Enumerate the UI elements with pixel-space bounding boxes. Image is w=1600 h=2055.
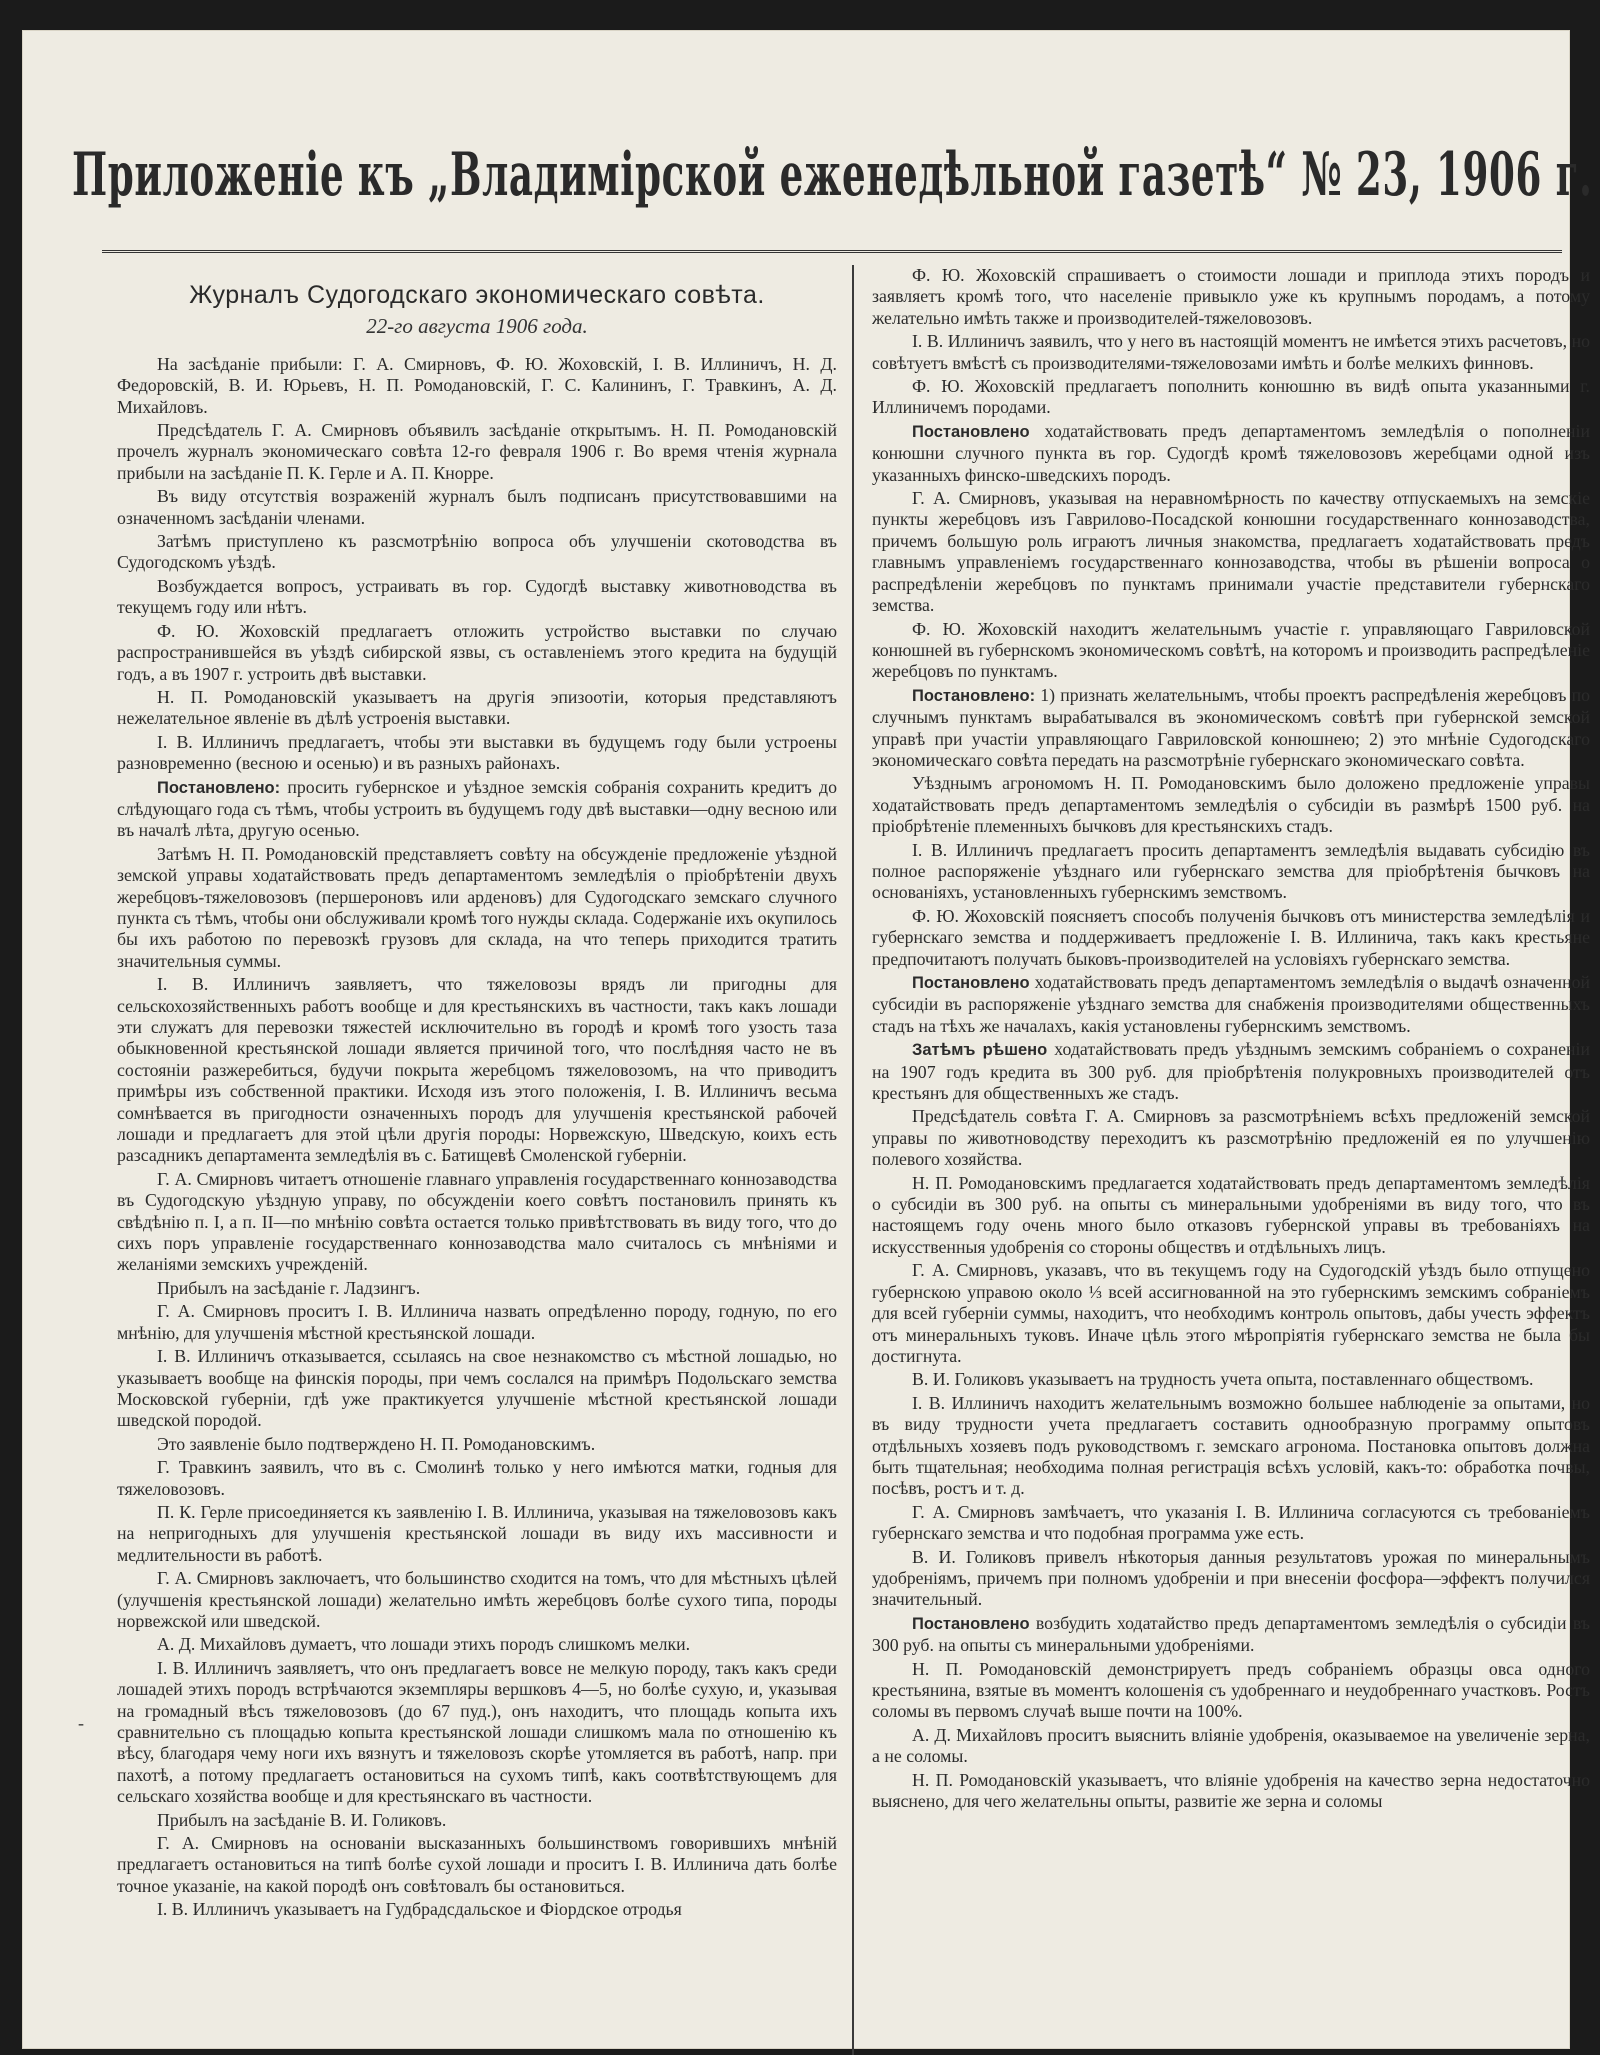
paragraph [117,1568,837,1632]
paragraph-text: І. В. Иллиничъ отказывается, ссылаясь на свое незнакомство съ мѣстной лошадью, но указываетъ вообще на финскія породы, при чемъ сослался на примѣръ Подольскаго земства Московской губерніи, гдѣ уже практикуется улучшеніе мѣстной крестьянской лошади шведской породой. [117,1346,837,1431]
paragraph [872,619,1590,683]
left-column-body [117,354,837,1921]
resolution-lead: Постановлено [912,974,1030,992]
paragraph [872,1260,1590,1367]
paragraph-text: І. В. Иллиничъ предлагаетъ просить департаментъ земледѣлія выдавать субсидію въ полное распоряженіе уѣзднаго или губернскаго земства для пріобрѣтенія бычковъ на основаніяхъ, установленныхъ губернскимъ земствомъ. [872,839,1590,903]
right-column [872,265,1590,2055]
paragraph [117,1833,837,1897]
paragraph [872,1659,1590,1723]
resolution-lead: Постановлено: [157,778,281,797]
paragraph [117,531,837,574]
paragraph [872,331,1590,374]
paragraph-text: А. Д. Михайловъ думаетъ, что лошади этихъ породъ слишкомъ мелки. [157,1634,691,1655]
paragraph-text: Н. П. Ромодановскій указываетъ, что вліяніе удобренія на качество зерна недостаточно выяснено, для чего желательны опыты, развитіе же зерна и соломы [872,1769,1590,1812]
paragraph-text: Г. А. Смирновъ проситъ І. В. Иллинича назвать опредѣленно породу, годную, по его мнѣнію, для улучшенія мѣстной крестьянской лошади. [117,1301,837,1343]
paragraph [117,1434,837,1455]
left-column [117,265,837,2055]
paragraph [872,265,1590,329]
paragraph [872,685,1590,772]
paragraph [872,1173,1590,1259]
paragraph-text: Ф. Ю. Жоховскій предлагаетъ отложить устройство выставки по случаю распространившейся въ уѣздѣ сибирской язвы, съ оставленіемъ этого кредита на будущій годъ, а въ 1907 г. устроить двѣ выставки. [117,620,837,684]
paragraph-text: ходатайствовать предъ уѣзднымъ земскимъ собраніемъ о сохраненіи на 1907 годъ кредита въ 300 руб. для пріобрѣтенія полукровныхъ производителей отъ крестьянъ для общественныхъ же стадъ. [872,1039,1590,1104]
paragraph-text: Н. П. Ромодановскій указываетъ на другія эпизоотіи, которыя представляютъ нежелательное явленіе въ дѣлѣ устроенія выставки. [117,686,837,729]
resolution-lead: Постановлено: [912,686,1036,705]
paragraph [872,488,1590,616]
paragraph [872,1039,1590,1104]
paragraph [117,420,837,484]
paragraph-text: Ф. Ю. Жоховскій находитъ желательнымъ участіе г. управляющаго Гавриловской конюшней въ губернскомъ экономическомъ совѣтѣ, на которомъ и производить распредѣленіе жеребцовъ по пунктамъ. [872,618,1590,682]
newspaper-page [22,30,1593,2049]
paragraph-text: І. В. Иллиничъ заявляетъ, что тяжеловозы врядъ ли пригодны для сельскохозяйственныхъ работъ вообще и для крестьянскихъ въ частности, такъ какъ лошади эти служатъ для перевозки тяжестей исключительно въ городѣ и кромѣ того узость таза обыкновенной крестьянской лошади является причиной того, что послѣдняя часто не въ состояніи разжеребиться, будучи покрыта жеребцомъ тяжеловозомъ, на что приводитъ примѣры изъ собственной практики. Исходя изъ этого положенія, І. В. Иллиничъ весьма сомнѣвается въ пригодности означенныхъ породъ для улучшенія крестьянской рабочей лошади и предлагаетъ для этой цѣли другія породы: Норвежскую, Шведскую, коихъ есть разсадникъ департамента земледѣлія въ с. Батищевѣ Смоленской губерніи. [117,974,837,1166]
paragraph [117,974,837,1167]
paragraph [872,972,1590,1037]
paragraph-text: Затѣмъ приступлено къ разсмотрѣнію вопроса объ улучшеніи скотоводства въ Судогодскомъ уѣздѣ. [117,531,837,573]
paragraph [117,576,837,619]
paragraph-text: Предсѣдатель Г. А. Смирновъ объявилъ засѣданіе открытымъ. Н. П. Ромодановскій прочелъ журналъ экономическаго совѣта 12-го февраля 1906 г. Во время чтенія журнала прибыли на засѣданіе П. К. Герле и А. П. Кнорре. [117,420,837,483]
paragraph [117,687,837,730]
paragraph-text: В. И. Голиковъ указываетъ на трудность учета опыта, поставленнаго обществомъ. [912,1369,1534,1390]
paragraph [117,1278,837,1299]
paragraph-text: І. В. Иллиничъ предлагаетъ, чтобы эти выставки въ будущемъ году были устроены разновременно (весною и осенью) и въ разныхъ районахъ. [117,731,837,774]
paragraph-text: Прибылъ на засѣданіе г. Ладзингъ. [157,1277,421,1298]
paragraph [117,1346,837,1432]
paragraph [117,354,837,418]
paragraph [872,1502,1590,1545]
paragraph [872,376,1590,419]
masthead-title: Приложеніе къ „Владимірской еженедѣльной газетѣ“ № 23, 1906 г. [71,140,1593,210]
paragraph-text: Г. А. Смирновъ читаетъ отношеніе главнаго управленія государственнаго коннозаводства въ Судогодскую уѣздную управу, по обсужденіи коего совѣтъ постановилъ принять къ свѣдѣнію п. І, а п. ІІ—по мнѣнію совѣта остается только привѣтствовать въ виду того, что до сихъ поръ управленіе государственнаго коннозаводства мало считалось съ мнѣніями и желаніями земскихъ учрежденій. [117,1168,837,1275]
paragraph-text: Г. А. Смирновъ на основаніи высказанныхъ большинствомъ говорившихъ мнѣній предлагаетъ остановиться на типѣ болѣе сухой лошади и проситъ І. В. Иллинича дать болѣе точное указаніе, на какой породѣ онъ совѣтовалъ бы остановиться. [117,1833,837,1896]
paragraph [117,1457,837,1500]
paragraph-text: Предсѣдатель совѣта Г. А. Смирновъ за разсмотрѣніемъ всѣхъ предложеній земской управы по животноводству переходитъ къ разсмотрѣнію предложеній ея по улучшенію полевого хозяйства. [872,1106,1590,1170]
paragraph [117,1658,837,1808]
paragraph [117,844,837,972]
paragraph-text: Г. Травкинъ заявилъ, что въ с. Смолинѣ только у него имѣются матки, годныя для тяжеловозовъ. [117,1457,837,1499]
paragraph-text: ходатайствовать предъ департаментомъ земледѣлія о выдачѣ означенной субсидіи въ распоряженіе уѣзднаго земства для снабженія производителями общественныхъ стадъ на тѣхъ же началахъ, какія установлены губернскимъ земствомъ. [872,972,1590,1036]
paragraph [117,1169,837,1276]
paragraph [117,732,837,775]
paragraph-text: Ф. Ю. Жоховскій спрашиваетъ о стоимости лошади и приплода этихъ породъ и заявляетъ кромѣ того, что населеніе привыкло уже къ крупнымъ породамъ, а потому желательно имѣть также и производителей-тяжеловозовъ. [872,265,1590,328]
right-column-body [872,265,1590,1812]
paragraph [117,621,837,685]
paragraph [872,1106,1590,1170]
paragraph [117,1899,837,1920]
paragraph-text: На засѣданіе прибыли: Г. А. Смирновъ, Ф. Ю. Жоховскій, І. В. Иллиничъ, Н. Д. Федоровскій, В. И. Юрьевъ, Н. П. Ромодановскій, Г. С. Калининъ, Г. Травкинъ, А. Д. Михайловъ. [117,353,837,417]
paragraph-text: І. В. Иллиничъ заявилъ, что у него въ настоящій моментъ не имѣется этихъ расчетовъ, но совѣтуетъ вмѣстѣ съ производителями-тяжеловозами имѣть и болѣе мелкихъ финновъ. [872,331,1590,373]
resolution-lead: Постановлено [912,1614,1030,1633]
paragraph-text: Это заявленіе было подтверждено Н. П. Ромодановскимъ. [157,1433,596,1454]
paragraph-text: Въ виду отсутствія возраженій журналъ былъ подписанъ присутствовавшими на означенномъ засѣданіи членами. [117,486,837,528]
paragraph [117,1301,837,1344]
paragraph [872,421,1590,486]
paragraph-text: Прибылъ на засѣданіе В. И. Голиковъ. [157,1809,447,1830]
paragraph-text: Возбуждается вопросъ, устраивать въ гор. Судогдѣ выставку животноводства въ текущемъ году или нѣтъ. [117,575,837,618]
paragraph-text: Ф. Ю. Жоховскій предлагаетъ пополнить конюшню въ видѣ опыта указанными г. Иллиничемъ породами. [872,376,1590,418]
paragraph-text: ходатайствовать предъ департаментомъ земледѣлія о пополненіи конюшни случного пункта въ гор. Судогдѣ кромѣ тяжеловозовъ жеребцами одной изъ указанныхъ финско-шведскихъ породъ. [872,420,1590,485]
margin-mark: - [78,1713,84,1733]
paragraph-text: П. К. Герле присоединяется къ заявленію І. В. Иллинича, указывая на тяжеловозовъ какъ на непригодныхъ для улучшенія крестьянской лошади въ виду ихъ массивности и медлительности въ работѣ. [117,1501,837,1565]
paragraph-text: Г. А. Смирновъ, указывая на неравномѣрность по качеству отпускаемыхъ на земскіе пункты жеребцовъ изъ Гаврилово-Посадской конюшни государственнаго коннозаводства, причемъ большую роль играютъ личныя знакомства, предлагаетъ ходатайствовать предъ главнымъ управленіемъ государственнаго коннозаводства, чтобы въ рѣшеніи вопроса о распредѣленіи жеребцовъ по пунктамъ принимали участіе представители губернскаго земства. [872,488,1590,616]
paragraph-text: Г. А. Смирновъ заключаетъ, что большинство сходится на томъ, что для мѣстныхъ цѣлей (улучшенія крестьянской лошади) желательно имѣть жеребцовъ болѣе сухого типа, породы норвежской или шведской. [117,1568,837,1631]
paragraph-text: возбудить ходатайство предъ департаментомъ земледѣлія о субсидіи въ 300 руб. на опыты съ минеральными удобреніями. [872,1612,1590,1656]
journal-date: 22-го августа 1906 года. [366,314,588,339]
column-divider [852,265,854,2055]
paragraph-text: І. В. Иллиничъ указываетъ на Гудбрадсдальское и Фіордское отродья [157,1899,682,1920]
paragraph-text: Н. П. Ромодановскій демонстрируетъ предъ собраніемъ образцы овса одного крестьянина, взятые въ моментъ колошенія съ удобреннаго и неудобреннаго участковъ. Ростъ соломы въ первомъ случаѣ выше почти на 100%. [872,1658,1590,1722]
paragraph-text: В. И. Голиковъ привелъ нѣкоторыя данныя результатовъ урожая по минеральнымъ удобреніямъ, причемъ при полномъ удобреніи и при внесеніи фосфора—эффектъ получился значительный. [872,1546,1590,1610]
paragraph [117,1502,837,1566]
paragraph-text: І. В. Иллиничъ заявляетъ, что онъ предлагаетъ вовсе не мелкую породу, такъ какъ среди лошадей этихъ породъ встрѣчаются экземпляры вершковъ 4—5, но болѣе сухую, и, указывая на громадный вѣсъ тяжеловозовъ (до 67 пуд.), онъ находитъ, что площадь копыта ихъ сравнительно съ площадью копыта крестьянской лошади слишкомъ мала по отношенію къ вѣсу, благодаря чему ноги ихъ вязнутъ и тяжеловозъ скорѣе утомляется въ работѣ, напр. при пахотѣ, а потому предлагаетъ остановиться на сухомъ типѣ, какъ соотвѣтствующемъ для сельскаго хозяйства вообще и для крестьянскаго въ частности. [117,1657,837,1807]
paragraph [872,840,1590,904]
paragraph-text: Г. А. Смирновъ замѣчаетъ, что указанія І. В. Иллинича согласуются съ требованіемъ губернскаго земства и что подобная программа уже есть. [872,1501,1590,1544]
resolution-lead: Постановлено [912,422,1030,441]
paragraph-text: просить губернское и уѣздное земскія собранія сохранить кредитъ до слѣдующаго года съ тѣмъ, чтобы устроить въ будущемъ году двѣ выставки—одну весною или въ началѣ лѣта, другую осенью. [117,776,837,841]
paragraph-text: Уѣзднымъ агрономомъ Н. П. Ромодановскимъ было доложено предложеніе управы ходатайствовать предъ департаментомъ земледѣлія о субсидіи въ размѣрѣ 1500 руб. на пріобрѣтеніе племенныхъ бычковъ для крестьянскихъ стадъ. [872,773,1590,837]
paragraph-text: І. В. Иллиничъ находитъ желательнымъ возможно большее наблюденіе за опытами, но въ виду трудности учета предлагаетъ составить однообразную программу опытовъ отдѣльныхъ хозяевъ подъ руководствомъ г. земскаго агронома. Постановка опытовъ должна быть тщательная; необходима полная регистрація всѣхъ условій, какъ-то: обработка почвы, посѣвъ, ростъ и т. д. [872,1392,1590,1499]
paragraph [872,906,1590,970]
paragraph [872,1547,1590,1611]
paragraph-text: А. Д. Михайловъ проситъ выяснить вліяніе удобренія, оказываемое на увеличеніе зерна, а не соломы. [872,1724,1590,1767]
resolution-lead: Затѣмъ рѣшено [912,1041,1048,1060]
paragraph [117,486,837,529]
paragraph [872,1770,1590,1813]
paragraph [117,1634,837,1655]
paragraph-text: Г. А. Смирновъ, указавъ, что въ текущемъ году на Судогодскій уѣздъ было отпущено губернскою управою около ⅓ всей ассигнованной на это губернскимъ земскимъ собраніемъ для всей губерніи суммы, находитъ, что необходимъ контроль опытовъ, дабы учесть эффектъ отъ минеральныхъ туковъ. Иначе цѣль этого мѣропріятія губернскаго земства не была бы достигнута. [872,1260,1590,1366]
paragraph-text: Н. П. Ромодановскимъ предлагается ходатайствовать предъ департаментомъ земледѣлія о субсидіи въ 300 руб. на опыты съ минеральными удобреніями въ виду того, что въ настоящемъ году очень много было отказовъ губернской управы въ требованіяхъ на искусственныя удобренія со стороны обществъ и отдѣльныхъ лицъ. [872,1172,1590,1257]
masthead [71,100,1593,253]
paragraph [117,1810,837,1831]
paragraph [117,777,837,842]
paragraph-text: Затѣмъ Н. П. Ромодановскій представляетъ совѣту на обсужденіе предложеніе уѣздной земской управы ходатайствовать предъ департаментомъ земледѣлія о пріобрѣтеніи двухъ жеребцовъ-тяжеловозовъ (першероновъ или арденовъ) для Судогодскаго земскаго случного пункта съ тѣмъ, чтобы они обслуживали кромѣ того нужды склада. Содержаніе ихъ окупилось бы ихъ работою по перевозкѣ грузовъ для склада, на что теперь приходится тратить значительныя суммы. [117,843,837,971]
paragraph [872,773,1590,837]
paragraph [872,1613,1590,1657]
paragraph-text: 1) признать желательнымъ, чтобы проектъ распредѣленія жеребцовъ по случнымъ пунктамъ вырабатывался въ экономическомъ совѣтѣ при губернской земской управѣ при участіи управляющаго Гавриловской конюшнею; 2) это мнѣніе Судогодскаго экономическаго совѣта передать на разсмотрѣніе губернскаго экономическаго совѣта. [872,684,1590,770]
paragraph-text: Ф. Ю. Жоховскій поясняетъ способъ полученія бычковъ отъ министерства земледѣлія и губернскаго земства и поддерживаетъ предложеніе І. В. Иллинича, такъ какъ крестьяне предпочитаютъ получать быковъ-производителей на условіяхъ губернскаго земства. [872,905,1590,969]
journal-title: Журналъ Судогодскаго экономическаго совѣта. [189,281,765,309]
paragraph [872,1725,1590,1768]
paragraph [872,1369,1590,1390]
paragraph [872,1393,1590,1500]
